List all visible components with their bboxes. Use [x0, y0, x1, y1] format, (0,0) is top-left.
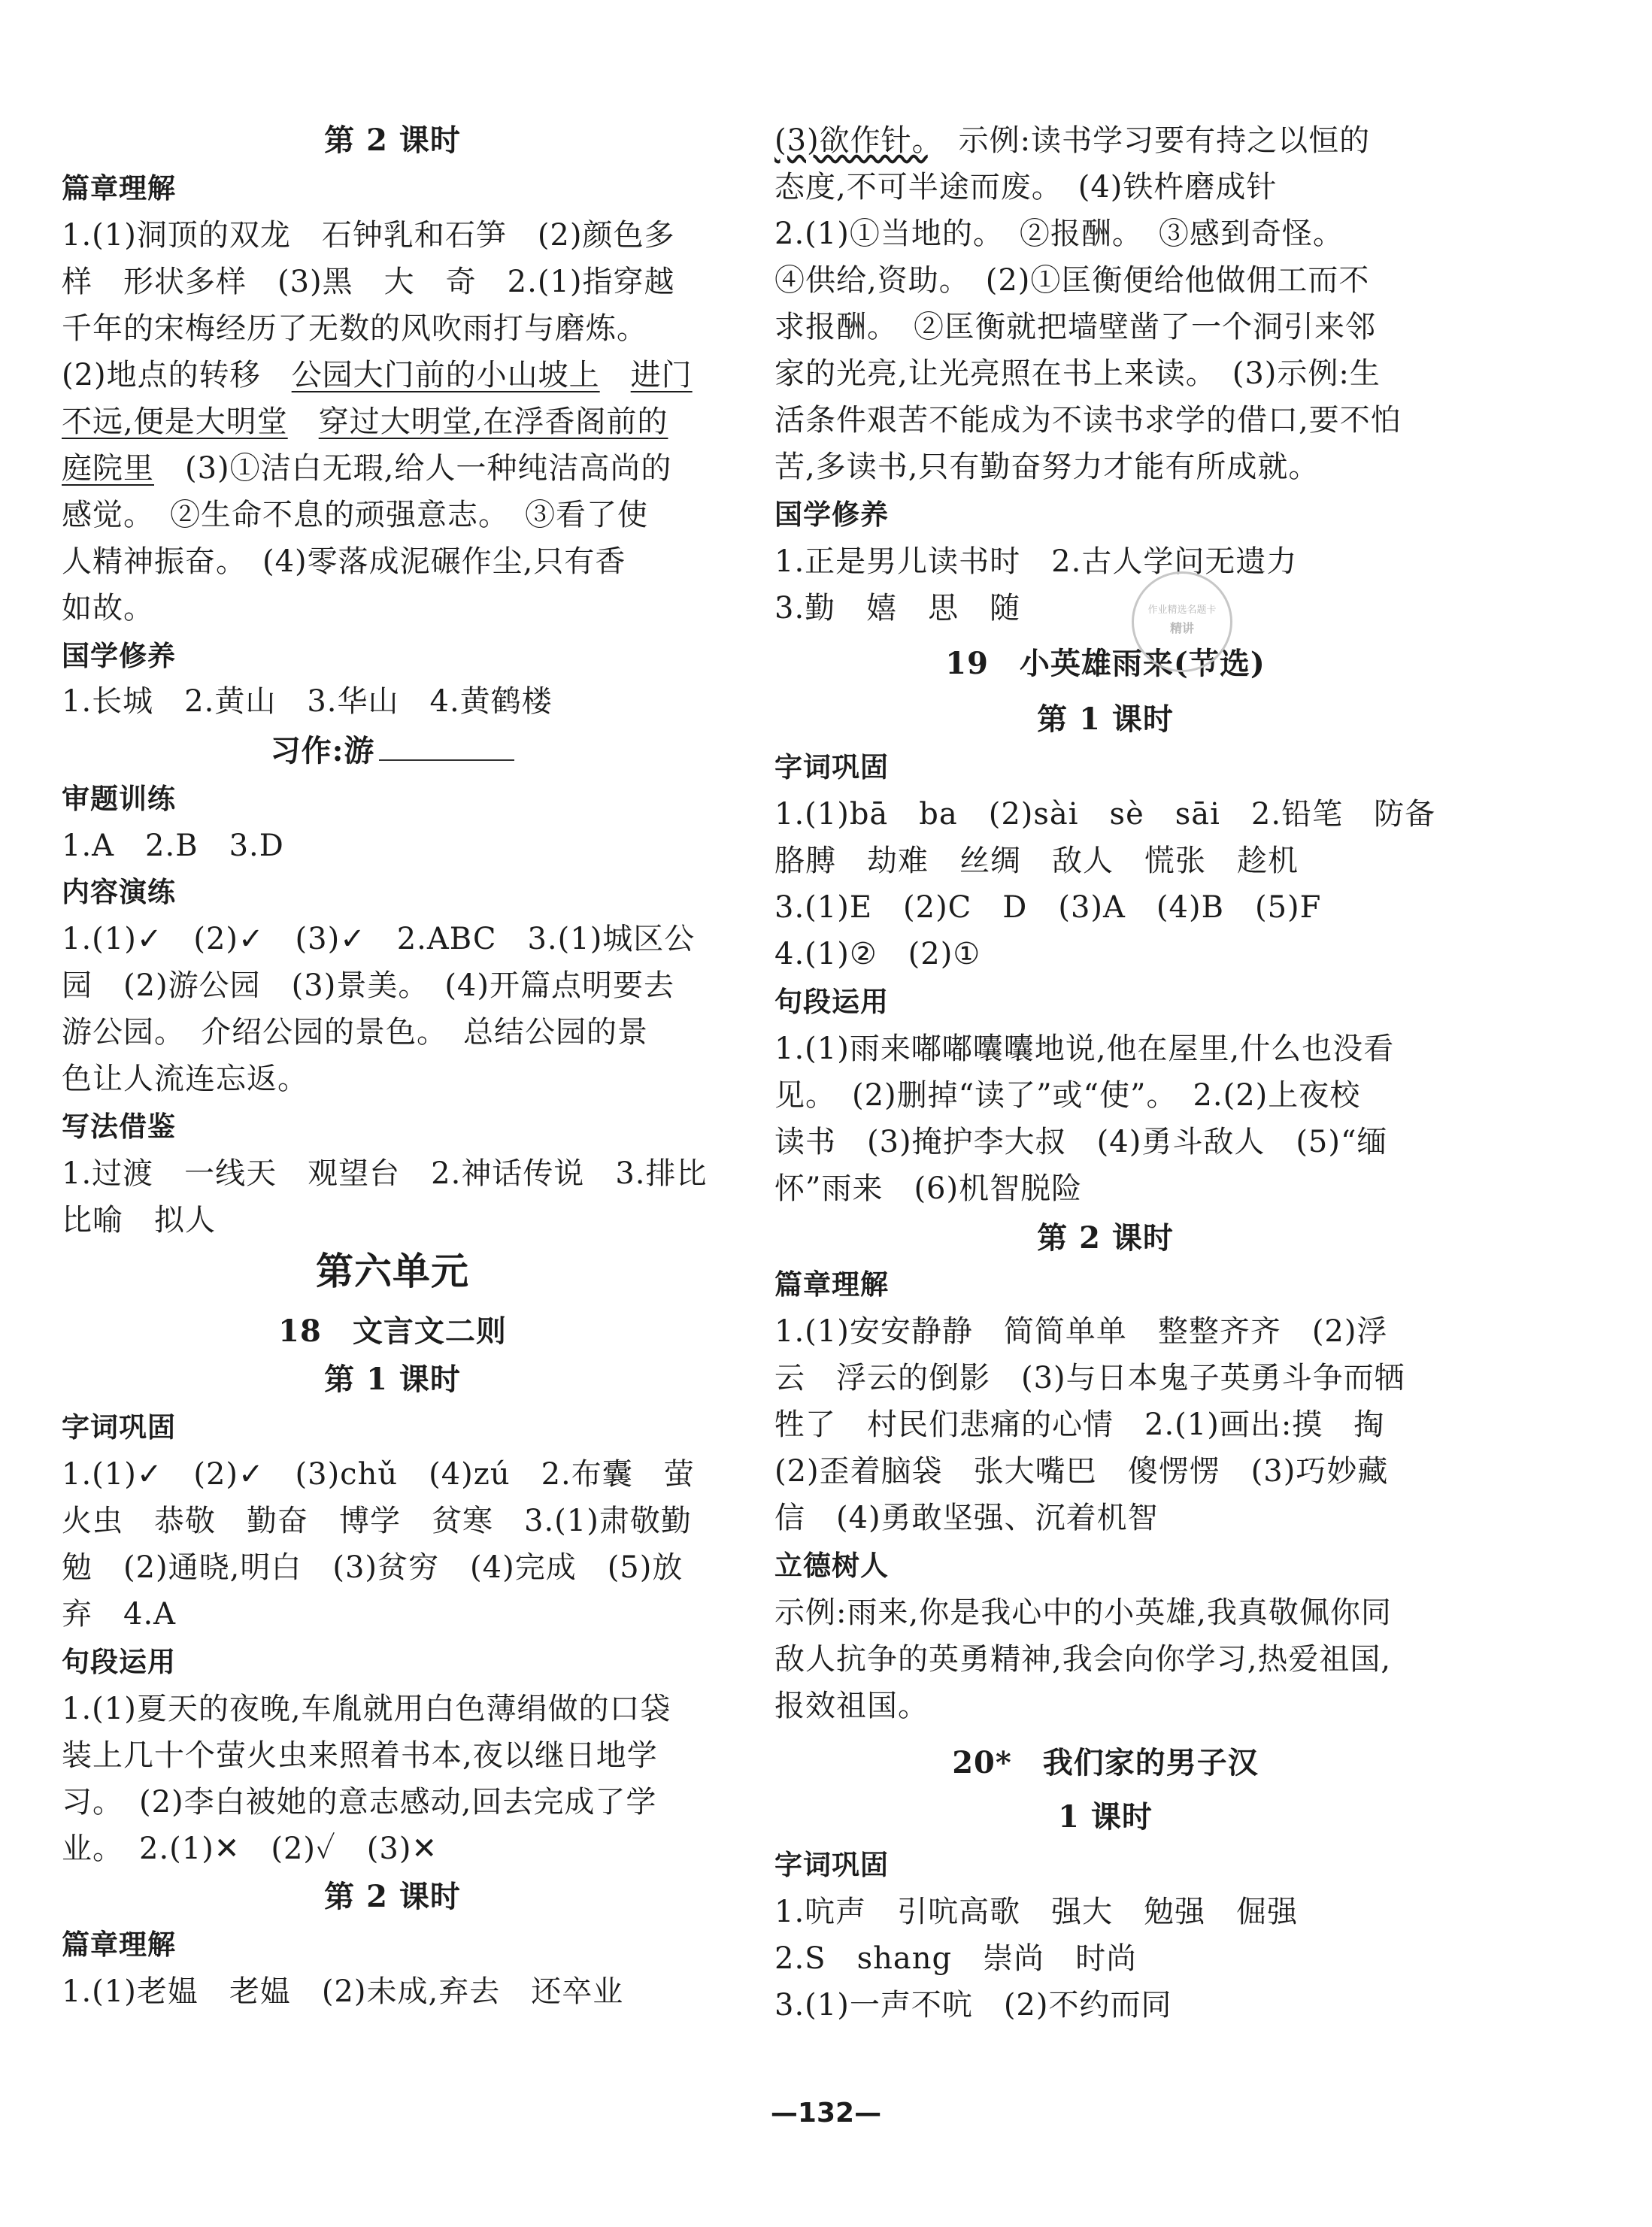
- section-heading: [62, 633, 176, 680]
- text-span: 公园大门前的小山坡上: [291, 358, 600, 392]
- text-span: 内容演练: [62, 876, 176, 908]
- answer-line: [62, 678, 553, 725]
- text-span: 第六单元: [316, 1249, 469, 1293]
- text-span: 1.A 2.B 3.D: [62, 829, 284, 863]
- text-span: 样 形状多样 (3)黑 大 奇 2.(1)指穿越: [62, 265, 675, 299]
- answer-line: [774, 304, 1376, 350]
- lesson-title: [774, 1794, 1436, 1841]
- section-heading: [62, 776, 176, 823]
- answer-line: [774, 838, 1299, 884]
- text-span: (2)歪着脑袋 张大嘴巴 傻愣愣 (3)巧妙藏: [774, 1454, 1389, 1489]
- text-span: 不远,便是大明堂: [62, 404, 288, 439]
- text-span: 园 (2)游公园 (3)景美。 (4)开篇点明要去: [62, 968, 674, 1003]
- lesson-title: [62, 1308, 723, 1355]
- text-span: 篇章理解: [774, 1268, 889, 1301]
- section-heading: [62, 1104, 176, 1150]
- text-span: 1.(1)安安静静 简简单单 整整齐齐 (2)浮: [774, 1314, 1388, 1349]
- lesson-title: [62, 1356, 723, 1403]
- text-span: 篇章理解: [62, 1929, 176, 1961]
- section-heading: [774, 492, 889, 538]
- text-span: 字词巩固: [62, 1411, 176, 1444]
- text-span: 20* 我们家的男子汉: [952, 1745, 1259, 1780]
- answer-line: [774, 1448, 1388, 1495]
- answer-line: [774, 1982, 1172, 2029]
- text-span: 庭院里: [62, 451, 154, 486]
- text-span: 1.(1)雨来嘟嘟囔囔地说,他在屋里,什么也没看: [774, 1032, 1395, 1066]
- text-span: 弃 4.A: [62, 1597, 177, 1632]
- text-span: 千年的宋梅经历了无数的风吹雨打与磨炼。: [62, 311, 647, 346]
- answer-line: [774, 257, 1369, 304]
- lesson-title: [774, 696, 1436, 743]
- text-span: 1 课时: [1058, 1799, 1153, 1835]
- answer-line: [774, 585, 1020, 632]
- answer-line: [62, 1150, 708, 1197]
- watermark-stamp: 作业精选名题卡 精讲: [1132, 571, 1232, 672]
- text-span: 进门: [630, 358, 693, 392]
- answer-line: [774, 397, 1402, 444]
- answer-line: [774, 164, 1277, 211]
- answer-line: [774, 350, 1381, 397]
- answer-line: [774, 1636, 1391, 1683]
- text-span: 如故。: [62, 591, 154, 626]
- text-span: 第 2 课时: [1037, 1220, 1174, 1256]
- lesson-title: [774, 641, 1436, 687]
- answer-line: [62, 538, 626, 585]
- text-span: 1.(1)洞顶的双龙 石钟乳和石笋 (2)颜色多: [62, 218, 675, 253]
- text-span: 习。 (2)李白被她的意志感动,回去完成了学: [62, 1785, 657, 1819]
- answer-line: [774, 884, 1321, 931]
- text-span: 示例:雨来,你是我心中的小英雄,我真敬佩你同: [774, 1595, 1392, 1630]
- answer-line: [62, 1779, 656, 1826]
- answer-line: [62, 1056, 308, 1102]
- answer-line: [774, 211, 1344, 257]
- text-span: 字词巩固: [774, 751, 889, 783]
- text-span: 篇章理解: [62, 172, 176, 205]
- section-heading: [774, 1842, 889, 1889]
- text-span: 信 (4)勇敢坚强、沉着机智: [774, 1501, 1159, 1535]
- text-span: 求报酬。 ②匡衡就把墙壁凿了一个洞引来邻: [774, 310, 1376, 344]
- text-span: 第 2 课时: [324, 123, 461, 158]
- text-span: 家的光亮,让光亮照在书上来读。 (3)示例:生: [774, 356, 1381, 391]
- answer-line: [774, 1308, 1387, 1355]
- answer-line: [774, 791, 1435, 838]
- text-span: ④供给,资助。 (2)①匡衡便给他做佣工而不: [774, 263, 1370, 298]
- lesson-title: [62, 117, 723, 164]
- text-span: 游公园。 介绍公园的景色。 总结公园的景: [62, 1015, 648, 1050]
- text-span: 勉 (2)通晓,明白 (3)贫穷 (4)完成 (5)放: [62, 1550, 684, 1585]
- answer-line: [774, 1935, 1137, 1982]
- text-span: 报效祖国。: [774, 1689, 929, 1723]
- text-span: 1.长城 2.黄山 3.华山 4.黄鹤楼: [62, 684, 553, 719]
- answer-line: [62, 1009, 648, 1056]
- text-span: 态度,不可半途而废。 (4)铁杵磨成针: [774, 170, 1278, 205]
- lesson-title: [774, 1215, 1436, 1262]
- answer-line: [62, 585, 154, 632]
- text-span: 18 文言文二则: [278, 1313, 507, 1349]
- answer-line: [774, 538, 1297, 585]
- text-span: 穿过大明堂,在浮香阁前的: [318, 404, 668, 439]
- section-heading: [62, 1404, 176, 1451]
- text-span: 比喻 拟人: [62, 1203, 216, 1238]
- text-span: 审题训练: [62, 783, 176, 815]
- text-span: 2.(1)①当地的。 ②报酬。 ③感到奇怪。: [774, 217, 1344, 251]
- text-span: 读书 (3)掩护李大叔 (4)勇斗敌人 (5)“缅: [774, 1125, 1388, 1159]
- text-span: 句段运用: [774, 986, 889, 1018]
- answer-line: [62, 259, 674, 305]
- answer-line: [774, 444, 1319, 490]
- answer-line: [774, 1401, 1384, 1448]
- text-span: 国学修养: [62, 640, 176, 672]
- text-span: 19 小英雄雨来(节选): [945, 646, 1266, 681]
- text-span: 怀”雨来 (6)机智脱险: [774, 1171, 1083, 1206]
- lesson-title: [62, 728, 723, 774]
- text-span: 4.(1)② (2)①: [774, 937, 981, 971]
- text-span: 人精神振奋。 (4)零落成泥碾作尘,只有香: [62, 544, 626, 579]
- text-span: 感觉。 ②生命不息的顽强意志。 ③看了使: [62, 498, 648, 532]
- text-span: 装上几十个萤火虫来照着书本,夜以继日地学: [62, 1738, 658, 1773]
- text-span: 云 浮云的倒影 (3)与日本鬼子英勇斗争而牺: [774, 1361, 1405, 1395]
- page-number: —132—: [770, 2098, 882, 2129]
- text-span: 3.(1)E (2)C D (3)A (4)B (5)F: [774, 890, 1322, 925]
- text-span: 写法借鉴: [62, 1110, 176, 1143]
- answer-line: [774, 117, 1370, 164]
- text-span: (3)欲作针。: [774, 123, 928, 158]
- text-span: 2.S shang 崇尚 时尚: [774, 1941, 1138, 1976]
- text-span: 1.(1)✓ (2)✓ (3)✓ 2.ABC 3.(1)城区公: [62, 922, 696, 956]
- text-span: (3)①洁白无瑕,给人一种纯洁高尚的: [154, 451, 672, 486]
- text-span: 句段运用: [62, 1646, 176, 1678]
- answer-line: [62, 1826, 438, 1872]
- text-span: 立德树人: [774, 1550, 889, 1582]
- answer-line: [774, 1355, 1405, 1401]
- text-span: [600, 358, 631, 392]
- section-heading: [774, 1543, 889, 1589]
- text-span: 习作:游: [270, 733, 375, 768]
- section-heading: [774, 979, 889, 1026]
- answer-line: [62, 445, 671, 492]
- text-span: 示例:读书学习要有持之以恒的: [927, 123, 1371, 158]
- answer-line: [62, 492, 648, 538]
- answer-line: [774, 1683, 929, 1729]
- answer-line: [62, 962, 674, 1009]
- answer-line: [62, 398, 668, 445]
- answer-line: [774, 1889, 1298, 1935]
- answer-line: [62, 916, 695, 962]
- answer-line: [62, 1498, 692, 1544]
- answer-line: [62, 1732, 658, 1779]
- text-span: 字词巩固: [774, 1849, 889, 1881]
- text-span: 第 2 课时: [324, 1879, 461, 1914]
- section-heading: [62, 165, 176, 212]
- section-heading: [62, 869, 176, 916]
- text-span: 色让人流连忘返。: [62, 1062, 308, 1096]
- answer-line: [62, 305, 647, 352]
- answer-line: [774, 1119, 1387, 1165]
- answer-line: [62, 1591, 176, 1638]
- answer-line: [62, 1451, 695, 1498]
- text-span: 1.(1)老媪 老媪 (2)未成,弃去 还卒业: [62, 1974, 624, 2009]
- text-span: 见。 (2)删掉“读了”或“使”。 2.(2)上夜校: [774, 1078, 1361, 1113]
- text-span: 1.吭声 引吭高歌 强大 勉强 倔强: [774, 1895, 1299, 1929]
- section-heading: [774, 1262, 889, 1308]
- answer-line: [62, 1686, 671, 1732]
- lesson-title: [62, 1874, 723, 1920]
- lesson-title: [774, 1740, 1436, 1786]
- answer-line: [774, 1026, 1394, 1072]
- answer-line: [774, 1495, 1159, 1541]
- text-span: 胳膊 劫难 丝绸 敌人 慌张 趁机: [774, 844, 1299, 878]
- answer-line: [62, 352, 693, 398]
- text-span: 1.(1)✓ (2)✓ (3)chǔ (4)zú 2.布囊 萤: [62, 1457, 695, 1492]
- answer-line: [62, 1544, 683, 1591]
- text-span: 第 1 课时: [1037, 701, 1174, 737]
- text-span: 苦,多读书,只有勤奋努力才能有所成就。: [774, 450, 1320, 484]
- text-span: 3.(1)一声不吭 (2)不约而同: [774, 1988, 1172, 2022]
- answer-line: [774, 1165, 1082, 1212]
- answer-line: [62, 212, 674, 259]
- answer-line: [62, 1197, 216, 1244]
- answer-line: [774, 1072, 1360, 1119]
- section-heading: [774, 744, 889, 791]
- section-heading: [62, 1922, 176, 1968]
- text-span: 火虫 恭敬 勤奋 博学 贫寒 3.(1)肃敬勤: [62, 1504, 692, 1538]
- text-span: 活条件艰苦不能成为不读书求学的借口,要不怕: [774, 403, 1402, 438]
- text-span: 敌人抗争的英勇精神,我会向你学习,热爱祖国,: [774, 1642, 1392, 1677]
- answer-line: [774, 1589, 1392, 1636]
- text-span: (2)地点的转移: [62, 358, 292, 392]
- text-span: 1.(1)bā ba (2)sài sè sāi 2.铅笔 防备: [774, 797, 1436, 832]
- text-span: 国学修养: [774, 498, 889, 531]
- answer-line: [62, 823, 284, 869]
- text-span: 第 1 课时: [324, 1362, 461, 1397]
- text-span: 3.勤 嬉 思 随: [774, 591, 1021, 626]
- section-heading: [62, 1639, 176, 1686]
- lesson-title: [62, 1248, 723, 1295]
- text-span: 业。 2.(1)✕ (2)✓ (3)✕: [62, 1832, 438, 1866]
- text-span: 1.过渡 一线天 观望台 2.神话传说 3.排比: [62, 1156, 708, 1191]
- title-blank: [379, 729, 514, 761]
- text-span: [288, 404, 319, 439]
- text-span: 1.正是男儿读书时 2.古人学问无遗力: [774, 544, 1298, 579]
- text-span: 1.(1)夏天的夜晚,车胤就用白色薄绢做的口袋: [62, 1692, 671, 1726]
- answer-line: [62, 1968, 623, 2015]
- answer-line: [774, 931, 981, 977]
- text-span: 牲了 村民们悲痛的心情 2.(1)画出:摸 掏: [774, 1407, 1385, 1442]
